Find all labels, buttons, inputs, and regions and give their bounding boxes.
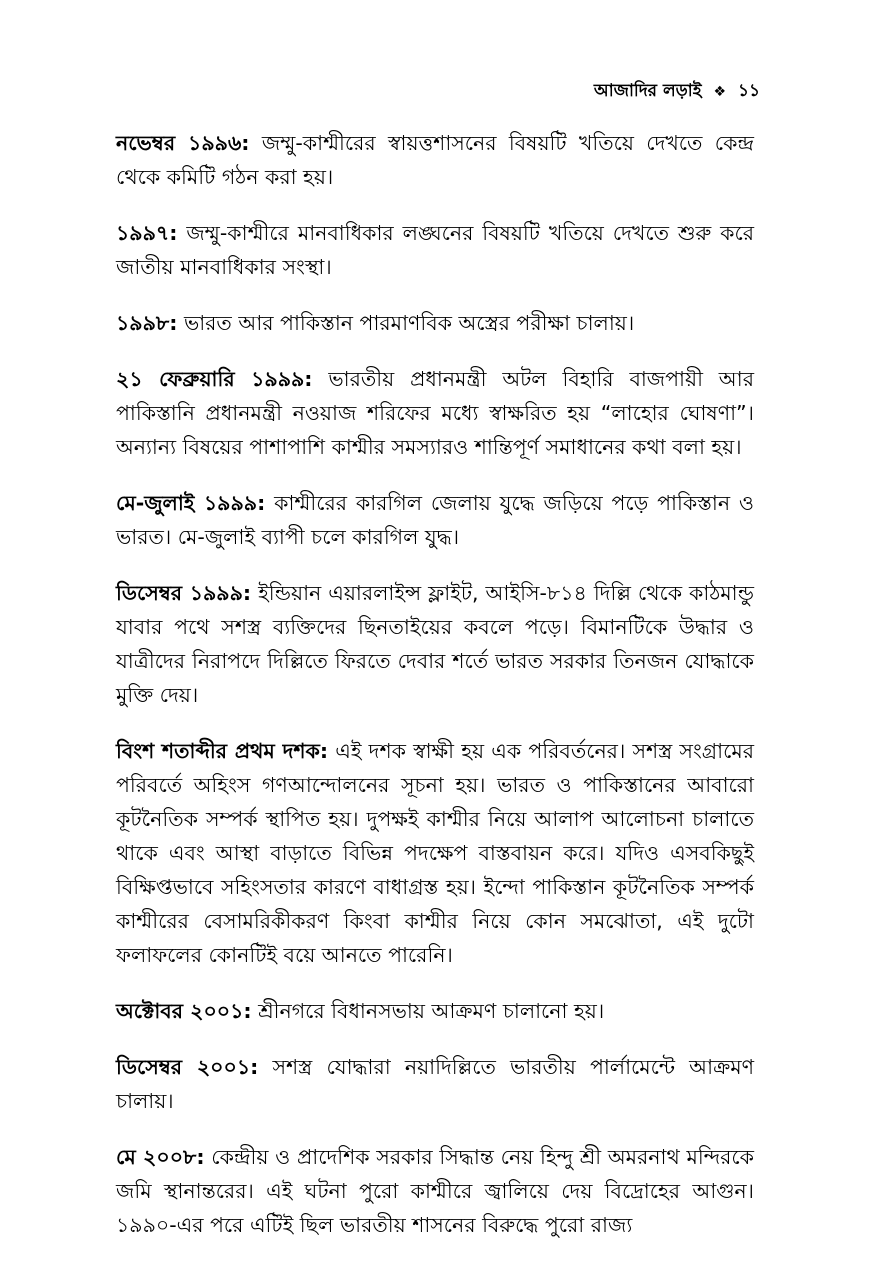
entry-date: ডিসেম্বর ২০০১: [116, 1055, 259, 1079]
entry-text: এই দশক স্বাক্ষী হয় এক পরিবর্তনের। সশস্ত্র সংগ্রামের পরিবর্তে অহিংস গণআন্দোলনের সূচনা হয়। ভারত ও পাকিস্তানের আবারো কূটনৈতিক সম্পর্ক স্থাপিত হয়। দুপক্ষই কাশ্মীর নিয়ে আলাপ আলোচনা চালাতে থাকে এবং আস্থা বাড়াতে বিভিন্ন পদক্ষেপ বাস্তবায়ন করে। যদিও এসবকিছুই বিক্ষিপ্তভাবে সহিংসতার কারণে বাধাগ্রস্ত হয়। ইন্দো পাকিস্তান কূটনৈতিক সম্পর্ক কাশ্মীরের বেসামরিকীকরণ কিংবা কাশ্মীর নিয়ে কোন সমঝোতা, এই দুটো ফলাফলের কোনটিই বয়ে আনতে পারেনি। [116, 739, 754, 967]
entry-date: বিংশ শতাব্দীর প্রথম দশক: [116, 739, 329, 763]
entry-date: মে-জুলাই ১৯৯৯: [116, 491, 266, 515]
entry-text: জম্মু-কাশ্মীরের স্বায়ত্তশাসনের বিষয়টি খতিয়ে দেখতে কেন্দ্র থেকে কমিটি গঠন করা হয়। [116, 131, 754, 189]
entry-text: জম্মু-কাশ্মীরে মানবাধিকার লঙ্ঘনের বিষয়টি খতিয়ে দেখতে শুরু করে জাতীয় মানবাধিকার সংস্থা। [116, 221, 754, 279]
entry-date: ২১ ফেব্রুয়ারি ১৯৯৯: [116, 367, 313, 391]
entry-text: কাশ্মীরের কারগিল জেলায় যুদ্ধে জড়িয়ে পড়ে পাকিস্তান ও ভারত। মে-জুলাই ব্যাপী চলে কারগিল যুদ্ধ। [116, 491, 754, 549]
timeline-entry [116, 994, 754, 1028]
timeline-entry [116, 576, 754, 712]
running-header-title: আজাদির লড়াই [593, 81, 702, 101]
entry-date: ১৯৯৮: [116, 311, 178, 335]
timeline-entry [116, 486, 754, 554]
page-body [116, 126, 754, 1264]
page-number: ১১ [737, 81, 760, 101]
entry-text: সশস্ত্র যোদ্ধারা নয়াদিল্লিতে ভারতীয় পার্লামেন্টে আক্রমণ চালায়। [116, 1055, 754, 1113]
timeline-entry [116, 734, 754, 972]
timeline-entry [116, 1140, 754, 1242]
entry-text: ইন্ডিয়ান এয়ারলাইন্স ফ্লাইট, আইসি-৮১৪ দিল্লি থেকে কাঠমান্ডু যাবার পথে সশস্ত্র ব্যক্তিদের ছিনতাইয়ের কবলে পড়ে। বিমানটিকে উদ্ধার ও যাত্রীদের নিরাপদে দিল্লিতে ফিরতে দেবার শর্তে ভারত সরকার তিনজন যোদ্ধাকে মুক্তি দেয়। [116, 581, 754, 707]
timeline-entry [116, 126, 754, 194]
timeline-entry [116, 362, 754, 464]
ornament-icon: ❖ [713, 84, 727, 100]
timeline-entry [116, 216, 754, 284]
timeline-entry [116, 306, 754, 340]
entry-date: ১৯৯৭: [116, 221, 178, 245]
entry-text: ভারত আর পাকিস্তান পারমাণবিক অস্ত্রের পরীক্ষা চালায়। [177, 311, 635, 335]
entry-text: ভারতীয় প্রধানমন্ত্রী অটল বিহারি বাজপায়ী আর পাকিস্তানি প্রধানমন্ত্রী নওয়াজ শরিফের মধ্যে স্বাক্ষরিত হয় “লাহোর ঘোষণা”। অন্যান্য বিষয়ের পাশাপাশি কাশ্মীর সমস্যারও শান্তিপূর্ণ সমাধানের কথা বলা হয়। [116, 367, 754, 459]
entry-date: মে ২০০৮: [116, 1145, 205, 1169]
entry-text: কেন্দ্রীয় ও প্রাদেশিক সরকার সিদ্ধান্ত নেয় হিন্দু শ্রী অমরনাথ মন্দিরকে জমি স্থানান্তরের। এই ঘটনা পুরো কাশ্মীরে জ্বালিয়ে দেয় বিদ্রোহের আগুন। ১৯৯০-এর পরে এটিই ছিল ভারতীয় শাসনের বিরুদ্ধে পুরো রাজ্য [116, 1145, 755, 1237]
entry-text: শ্রীনগরে বিধানসভায় আক্রমণ চালানো হয়। [251, 999, 605, 1023]
entry-date: নভেম্বর ১৯৯৬: [116, 131, 250, 155]
entry-date: ডিসেম্বর ১৯৯৯: [116, 581, 252, 605]
running-header [594, 78, 760, 106]
timeline-entry [116, 1050, 754, 1118]
entry-date: অক্টোবর ২০০১: [116, 999, 252, 1023]
